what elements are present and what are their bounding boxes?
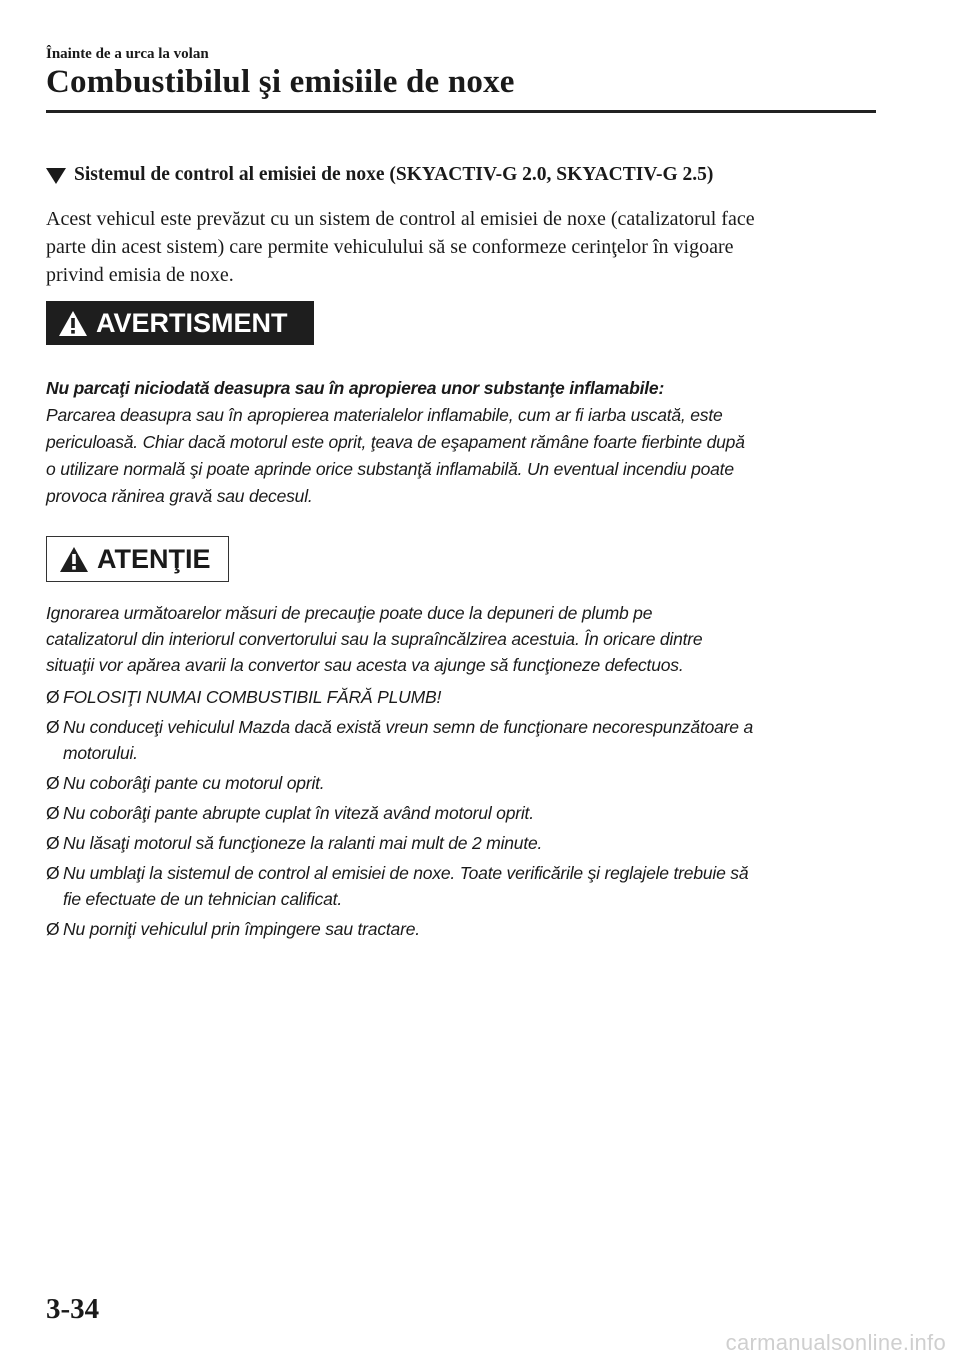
bullet-text: Nu lăsaţi motorul să funcţioneze la ralanti mai mult de 2 minute.	[63, 833, 543, 853]
bullet-text: Nu umblaţi la sistemul de control al emisiei de noxe. Toate verificările şi reglajele trebuie să	[63, 863, 749, 883]
list-item	[46, 916, 876, 942]
warning-triangle-icon	[58, 310, 88, 337]
warning-line: provoca rănirea gravă sau decesul.	[46, 486, 313, 506]
list-item	[46, 830, 876, 856]
section-intro	[46, 205, 876, 289]
list-item	[46, 800, 876, 826]
warning-line: periculoasă. Chiar dacă motorul este oprit, ţeava de eşapament rămâne foarte fierbinte după	[46, 432, 745, 452]
warning-line: o utilizare normală şi poate aprinde orice substanţă inflamabilă. Un eventual incendiu poate	[46, 459, 734, 479]
caution-intro-line: catalizatorul din interiorul convertorului sau la supraîncălzirea acestuia. În oricare dintre	[46, 629, 703, 649]
bullet-text: motorului.	[63, 743, 138, 763]
arrow-bullet-icon: Ø	[46, 919, 60, 939]
bullet-text: Nu coborâţi pante cu motorul oprit.	[63, 773, 325, 793]
arrow-bullet-icon: Ø	[46, 833, 60, 853]
caution-intro-line: situaţii vor apărea avarii la convertor sau acesta va ajunge să funcţioneze defectuos.	[46, 655, 684, 675]
bullet-text: Nu coborâţi pante abrupte cuplat în viteză având motorul oprit.	[63, 803, 534, 823]
list-item	[46, 770, 876, 796]
section-heading	[46, 164, 713, 186]
caution-bullet-list	[46, 684, 876, 942]
triangle-bullet-icon	[46, 168, 66, 184]
caution-intro-line: Ignorarea următoarelor măsuri de precauţie poate duce la depuneri de plumb pe	[46, 603, 653, 623]
header-divider	[46, 110, 876, 113]
intro-line: parte din acest sistem) care permite vehiculului să se conformeze cerinţelor în vigoare	[46, 236, 734, 258]
intro-line: privind emisia de noxe.	[46, 264, 234, 286]
chapter-label: Înainte de a urca la volan	[46, 46, 209, 62]
caution-triangle-icon	[59, 546, 89, 573]
arrow-bullet-icon: Ø	[46, 863, 60, 883]
warning-banner	[46, 301, 314, 345]
arrow-bullet-icon: Ø	[46, 803, 60, 823]
bullet-text: FOLOSIŢI NUMAI COMBUSTIBIL FĂRĂ PLUMB!	[63, 687, 442, 707]
bullet-text: Nu conduceţi vehiculul Mazda dacă există vreun semn de funcţionare necorespunzătoare a	[63, 717, 754, 737]
list-item	[46, 684, 876, 710]
warning-lead: Nu parcaţi niciodată deasupra sau în apropierea unor substanţe inflamabile:	[46, 378, 665, 398]
page-title: Combustibilul şi emisiile de noxe	[46, 64, 515, 100]
page-number: 3-34	[46, 1293, 100, 1325]
list-item	[46, 860, 876, 912]
warning-label: AVERTISMENT	[96, 307, 288, 338]
caution-intro	[46, 600, 876, 678]
watermark: carmanualsonline.info	[725, 1330, 946, 1355]
arrow-bullet-icon: Ø	[46, 717, 60, 737]
warning-body	[46, 375, 876, 510]
arrow-bullet-icon: Ø	[46, 773, 60, 793]
list-item	[46, 714, 876, 766]
arrow-bullet-icon: Ø	[46, 687, 60, 707]
bullet-text: Nu porniţi vehiculul prin împingere sau tractare.	[63, 919, 420, 939]
caution-label: ATENŢIE	[97, 543, 211, 574]
section-heading-text: Sistemul de control al emisiei de noxe (SKYACTIV-G 2.0, SKYACTIV-G 2.5)	[74, 164, 714, 185]
caution-body	[46, 600, 876, 946]
bullet-text: fie efectuate de un tehnician calificat.	[63, 889, 342, 909]
caution-banner	[46, 536, 229, 582]
warning-line: Parcarea deasupra sau în apropierea materialelor inflamabile, cum ar fi iarba uscată, este	[46, 405, 723, 425]
intro-line: Acest vehicul este prevăzut cu un sistem de control al emisiei de noxe (catalizatorul face	[46, 208, 755, 230]
